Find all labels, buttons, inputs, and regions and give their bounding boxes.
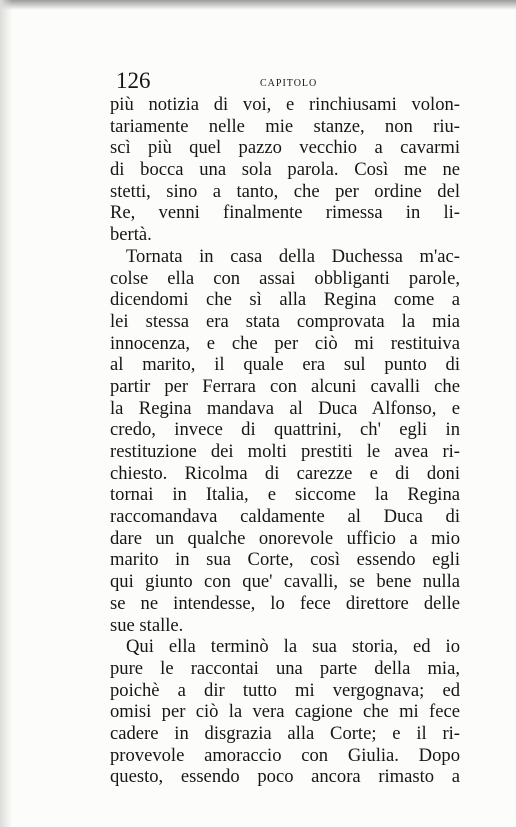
page-number: 126 — [116, 68, 151, 93]
text-line: tariamente nelle mie stanze, non riu- — [110, 115, 460, 137]
text-line: stetti, sino a tanto, che per ordine del — [110, 180, 460, 202]
text-line: innocenza, e che per ciò mi restituiva — [110, 332, 460, 354]
text-line: lei stessa era stata comprovata la mia — [110, 310, 460, 332]
text-line: omisi per ciò la vera cagione che mi fece — [110, 701, 460, 723]
text-line: raccomandava caldamente al Duca di — [110, 506, 460, 528]
text-line: tornai in Italia, e siccome la Regina — [110, 484, 460, 506]
text-line: colse ella con assai obbliganti parole, — [110, 267, 460, 289]
page-top-shadow — [0, 0, 516, 10]
text-line: di bocca una sola parola. Così me ne — [110, 159, 460, 181]
text-line: questo, essendo poco ancora rimasto a — [110, 766, 460, 788]
text-line: bertà. — [110, 224, 152, 246]
text-line: poichè a dir tutto mi vergognava; ed — [110, 679, 460, 701]
text-line: credo, invece di quattrini, ch' egli in — [110, 419, 460, 441]
text-line: sue stalle. — [110, 614, 184, 636]
text-line: scì più quel pazzo vecchio a cavarmi — [110, 137, 460, 159]
page-left-edge — [0, 0, 12, 827]
text-line: pure le raccontai una parte della mia, — [110, 657, 460, 679]
text-line: Re, venni finalmente rimessa in li- — [110, 202, 460, 224]
page-header — [110, 70, 450, 92]
text-line: più notizia di voi, e rinchiusami volon- — [110, 94, 460, 115]
text-line: la Regina mandava al Duca Alfonso, e — [110, 397, 460, 419]
text-line: cadere in disgrazia alla Corte; e il ri- — [110, 722, 460, 744]
paragraph-start-line: Qui ella terminò la sua storia, ed io — [126, 636, 460, 658]
text-line: marito in sua Corte, così essendo egli — [110, 549, 460, 571]
text-line: qui giunto con que' cavalli, se bene nulla — [110, 571, 460, 593]
text-line: provevole amoraccio con Giulia. Dopo — [110, 744, 460, 766]
body-text — [110, 94, 460, 788]
text-line: al marito, il quale era sul punto di — [110, 354, 460, 376]
text-line: partir per Ferrara con alcuni cavalli che — [110, 375, 460, 397]
running-head: CAPITOLO — [260, 78, 318, 89]
paragraph-start-line: Tornata in casa della Duchessa m'ac- — [126, 245, 460, 267]
text-line: chiesto. Ricolma di carezze e di doni — [110, 462, 460, 484]
text-line: se ne intendesse, lo fece direttore delle — [110, 592, 460, 614]
text-line: dare un qualche onorevole ufficio a mio — [110, 527, 460, 549]
text-line: dicendomi che sì alla Regina come a — [110, 289, 460, 311]
text-line: restituzione dei molti prestiti le avea ri- — [110, 441, 460, 462]
